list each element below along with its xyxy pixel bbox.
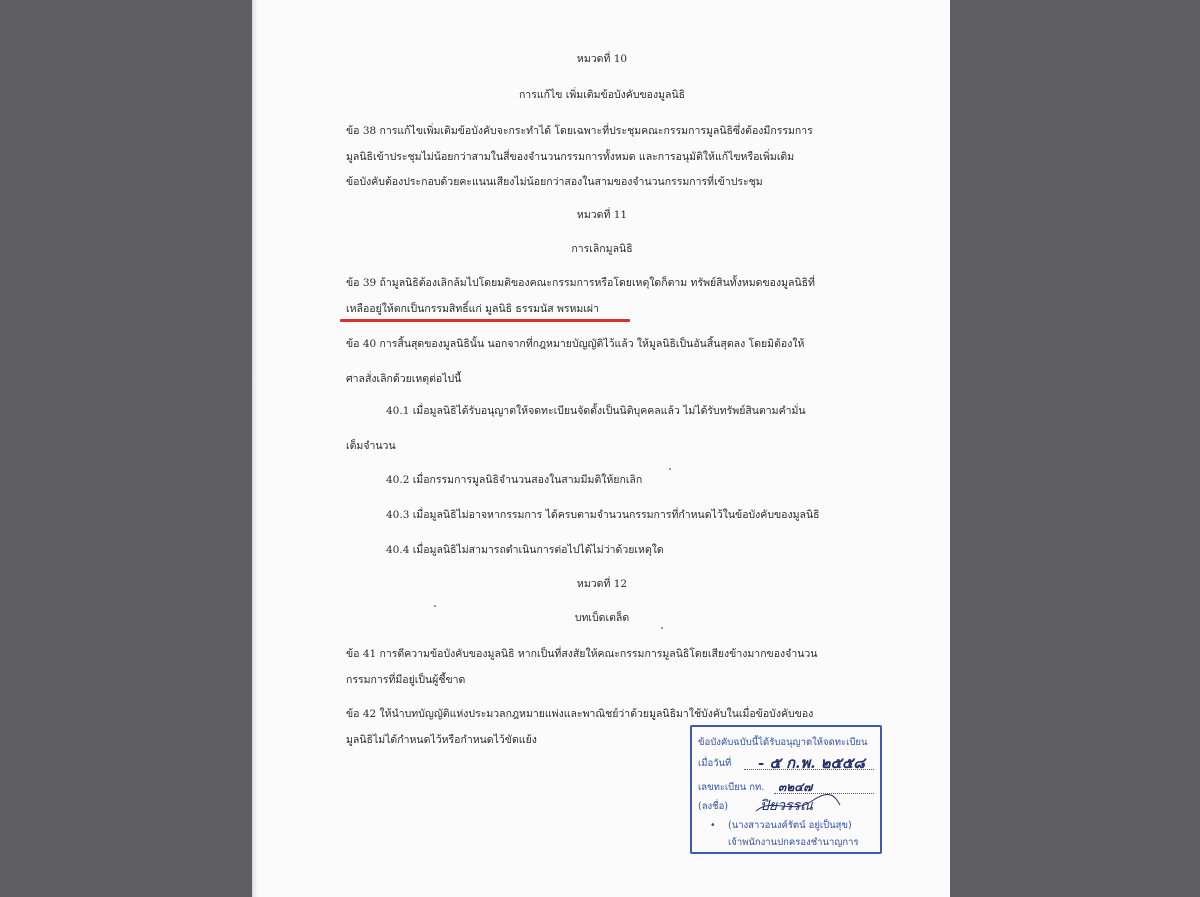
chapter-10-title: การแก้ไข เพิ่มเติมข้อบังคับของมูลนิธิ [518,89,686,101]
scan-speck [669,468,671,470]
chapter-12-heading: หมวดที่ 12 [576,578,628,590]
article-40-1-line-1: 40.1 เมื่อมูลนิธิได้รับอนุญาตให้จดทะเบียนจัดตั้งเป็นนิติบุคคลแล้ว ไม่ได้รับทรัพย์สินตามคำมั่น [386,405,806,417]
stamp-officer-name: (นางสาวอนงค์รัตน์ อยู่เป็นสุข) [728,820,852,831]
article-40-4: 40.4 เมื่อมูลนิธิไม่สามารถดำเนินการต่อไปได้ไม่ว่าด้วยเหตุใด [386,544,664,556]
stamp-sign-label: (ลงชื่อ) [698,801,729,812]
chapter-10-heading: หมวดที่ 10 [576,53,628,65]
chapter-12-title: บทเบ็ดเตล็ด [574,612,630,624]
article-40-3: 40.3 เมื่อมูลนิธิไม่อาจหากรรมการ ได้ครบตามจำนวนกรรมการที่กำหนดไว้ในข้อบังคับของมูลนิธิ [386,509,820,521]
scan-speck [661,627,663,629]
red-underline-annotation [340,319,630,322]
article-38-line-1: ข้อ 38 การแก้ไขเพิ่มเติมข้อบังคับจะกระทำได้ โดยเฉพาะที่ประชุมคณะกรรมการมูลนิธิซึ่งต้องมีกรรมการ [346,125,813,137]
article-42-line-2: มูลนิธิไม่ได้กำหนดไว้หรือกำหนดไว้ขัดแย้ง [346,734,537,746]
stamp-dot: • [710,820,716,831]
stamp-approval-line: ข้อบังคับฉบับนี้ได้รับอนุญาตให้จดทะเบียน [698,737,868,748]
stamp-registration-label: เลขทะเบียน กท. [698,782,765,793]
scan-speck [434,605,436,607]
stamp-date-label: เมื่อวันที่ [698,758,732,769]
stamp-officer-title: เจ้าพนักงานปกครองชำนาญการ [728,837,859,848]
article-41-line-1: ข้อ 41 การตีความข้อบังคับของมูลนิธิ หากเป็นที่สงสัยให้คณะกรรมการมูลนิธิโดยเสียงข้างมากของจำนวน [346,648,818,660]
article-40-1-line-2: เต็มจำนวน [346,440,396,452]
chapter-11-heading: หมวดที่ 11 [576,209,628,221]
article-40-line-2: ศาลสั่งเลิกด้วยเหตุต่อไปนี้ [346,373,462,385]
document-page [252,0,950,897]
signature-flourish [752,791,842,817]
article-41-line-2: กรรมการที่มีอยู่เป็นผู้ชี้ขาด [346,674,466,686]
registration-stamp [690,725,882,854]
article-39-line-1: ข้อ 39 ถ้ามูลนิธิต้องเลิกล้มไปโดยมติของคณะกรรมการหรือโดยเหตุใดก็ตาม ทรัพย์สินทั้งหมดของมูลนิธิที่ [346,277,815,289]
article-40-2: 40.2 เมื่อกรรมการมูลนิธิจำนวนสองในสามมีมติให้ยกเลิก [386,474,643,486]
stamp-registration-handwritten: ๓๒๔๗ [778,780,813,794]
article-42-line-1: ข้อ 42 ให้นำบทบัญญัติแห่งประมวลกฎหมายแพ่งและพาณิชย์ว่าด้วยมูลนิธิมาใช้บังคับในเมื่อข้อบังคับของ [346,708,814,720]
article-38-line-3: ข้อบังคับต้องประกอบด้วยคะแนนเสียงไม่น้อยกว่าสองในสามของจำนวนกรรมการที่เข้าประชุม [346,176,763,188]
article-40-line-1: ข้อ 40 การสิ้นสุดของมูลนิธินั้น นอกจากที่กฎหมายบัญญัติไว้แล้ว ให้มูลนิธิเป็นอันสิ้นสุดลง โดยมิต้องให้ [346,338,805,350]
article-39-line-2: เหลืออยู่ให้ตกเป็นกรรมสิทธิ์แก่ มูลนิธิ ธรรมนัส พรหมเผ่า [346,303,599,315]
stamp-date-handwritten: - ๕ ก.พ. ๒๕๕๘ [758,754,865,772]
chapter-11-title: การเลิกมูลนิธิ [571,243,633,255]
stamp-signature: ปิยวรรณ [760,798,813,814]
article-38-line-2: มูลนิธิเข้าประชุมไม่น้อยกว่าสามในสี่ของจำนวนกรรมการทั้งหมด และการอนุมัติให้แก้ไขหรือเพิ่มเติม [346,151,795,163]
